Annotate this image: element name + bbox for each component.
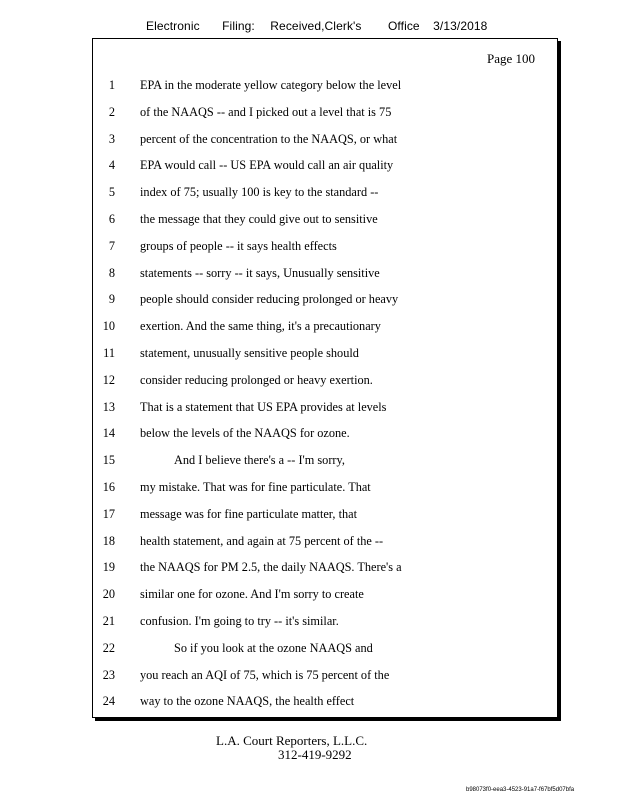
- filing-header-received: Received,Clerk's: [270, 19, 362, 33]
- transcript-line: [93, 152, 557, 179]
- line-text: you reach an AQI of 75, which is 75 percent of the: [140, 667, 390, 682]
- line-number: 13: [102, 399, 115, 414]
- footer: [216, 734, 367, 762]
- transcript-line: [93, 394, 557, 421]
- transcript-line: [93, 662, 557, 689]
- document-id: b98073f0-eea3-4523-91a7-f67bf5d07bfa: [466, 787, 575, 793]
- line-number: 11: [103, 345, 115, 360]
- line-text: statements -- sorry -- it says, Unusually sensitive: [140, 265, 380, 280]
- line-text: EPA would call -- US EPA would call an air quality: [140, 158, 394, 173]
- line-text: EPA in the moderate yellow category below the level: [140, 78, 402, 92]
- line-text: health statement, and again at 75 percent of the --: [140, 533, 384, 548]
- line-text: That is a statement that US EPA provides at levels: [140, 399, 387, 414]
- line-number: 3: [108, 131, 115, 146]
- line-number: 17: [102, 506, 115, 521]
- line-text: of the NAAQS -- and I picked out a level that is 75: [140, 104, 392, 119]
- line-text: the message that they could give out to sensitive: [140, 211, 378, 226]
- transcript-line: [93, 340, 557, 367]
- line-number: 5: [108, 185, 115, 200]
- transcript-lines: [93, 72, 557, 715]
- line-number: 1: [108, 78, 115, 92]
- line-number: 18: [102, 533, 115, 548]
- line-text: So if you look at the ozone NAAQS and: [174, 640, 373, 655]
- transcript-line: [93, 420, 557, 447]
- transcript-line: [93, 286, 557, 313]
- line-number: 6: [108, 211, 115, 226]
- line-number: 22: [102, 640, 115, 655]
- line-text: confusion. I'm going to try -- it's similar.: [140, 613, 339, 628]
- transcript-line: [93, 554, 557, 581]
- transcript-line: [93, 99, 557, 126]
- footer-company: L.A. Court Reporters, L.L.C.: [216, 733, 368, 748]
- filing-header-electronic: Electronic: [146, 19, 200, 33]
- line-number: 21: [102, 613, 115, 628]
- line-text: way to the ozone NAAQS, the health effect: [140, 694, 355, 709]
- line-number: 24: [102, 694, 115, 709]
- transcript-line: [93, 126, 557, 153]
- transcript-line: [93, 367, 557, 394]
- transcript-line: [93, 474, 557, 501]
- line-text: percent of the concentration to the NAAQS, or what: [140, 131, 398, 146]
- line-text: index of 75; usually 100 is key to the standard --: [140, 185, 379, 200]
- line-number: 10: [102, 319, 115, 334]
- page-number: Page 100: [486, 51, 535, 66]
- line-number: 12: [102, 372, 115, 387]
- transcript-line: [93, 313, 557, 340]
- line-number: 15: [102, 453, 115, 468]
- line-text: consider reducing prolonged or heavy exertion.: [140, 372, 373, 387]
- line-text: exertion. And the same thing, it's a precautionary: [140, 319, 381, 334]
- transcript-line: [93, 179, 557, 206]
- filing-header-filing: Filing:: [222, 19, 255, 33]
- transcript-line: [93, 581, 557, 608]
- line-text: my mistake. That was for fine particulate. That: [140, 479, 371, 494]
- transcript-line: [93, 608, 557, 635]
- line-number: 7: [108, 238, 115, 253]
- line-number: 8: [108, 265, 115, 280]
- transcript-line: [93, 501, 557, 528]
- line-text: people should consider reducing prolonged or heavy: [140, 292, 399, 307]
- transcript-line: [93, 206, 557, 233]
- line-number: 9: [108, 292, 115, 307]
- line-number: 2: [108, 104, 115, 119]
- line-number: 19: [102, 560, 115, 575]
- line-number: 20: [102, 587, 115, 602]
- transcript-line: [93, 447, 557, 474]
- line-text: message was for fine particulate matter, that: [140, 506, 358, 521]
- transcript-page: [92, 38, 558, 718]
- line-number: 14: [102, 426, 115, 441]
- filing-header-date: 3/13/2018: [433, 19, 488, 33]
- line-number: 23: [102, 667, 115, 682]
- transcript-line: [93, 688, 557, 715]
- filing-header-office: Office: [387, 19, 420, 33]
- transcript-line: [93, 72, 557, 99]
- line-text: below the levels of the NAAQS for ozone.: [140, 426, 350, 441]
- line-text: And I believe there's a -- I'm sorry,: [174, 453, 345, 468]
- transcript-line: [93, 635, 557, 662]
- line-text: groups of people -- it says health effects: [140, 238, 337, 253]
- line-number: 4: [108, 158, 115, 173]
- transcript-line: [93, 260, 557, 287]
- filing-header: [146, 19, 487, 33]
- line-text: statement, unusually sensitive people should: [140, 345, 359, 360]
- line-number: 16: [102, 479, 115, 494]
- line-text: similar one for ozone. And I'm sorry to create: [140, 587, 364, 602]
- transcript-line: [93, 528, 557, 555]
- transcript-line: [93, 233, 557, 260]
- footer-phone: 312-419-9292: [278, 747, 352, 762]
- line-text: the NAAQS for PM 2.5, the daily NAAQS. There's a: [140, 560, 402, 575]
